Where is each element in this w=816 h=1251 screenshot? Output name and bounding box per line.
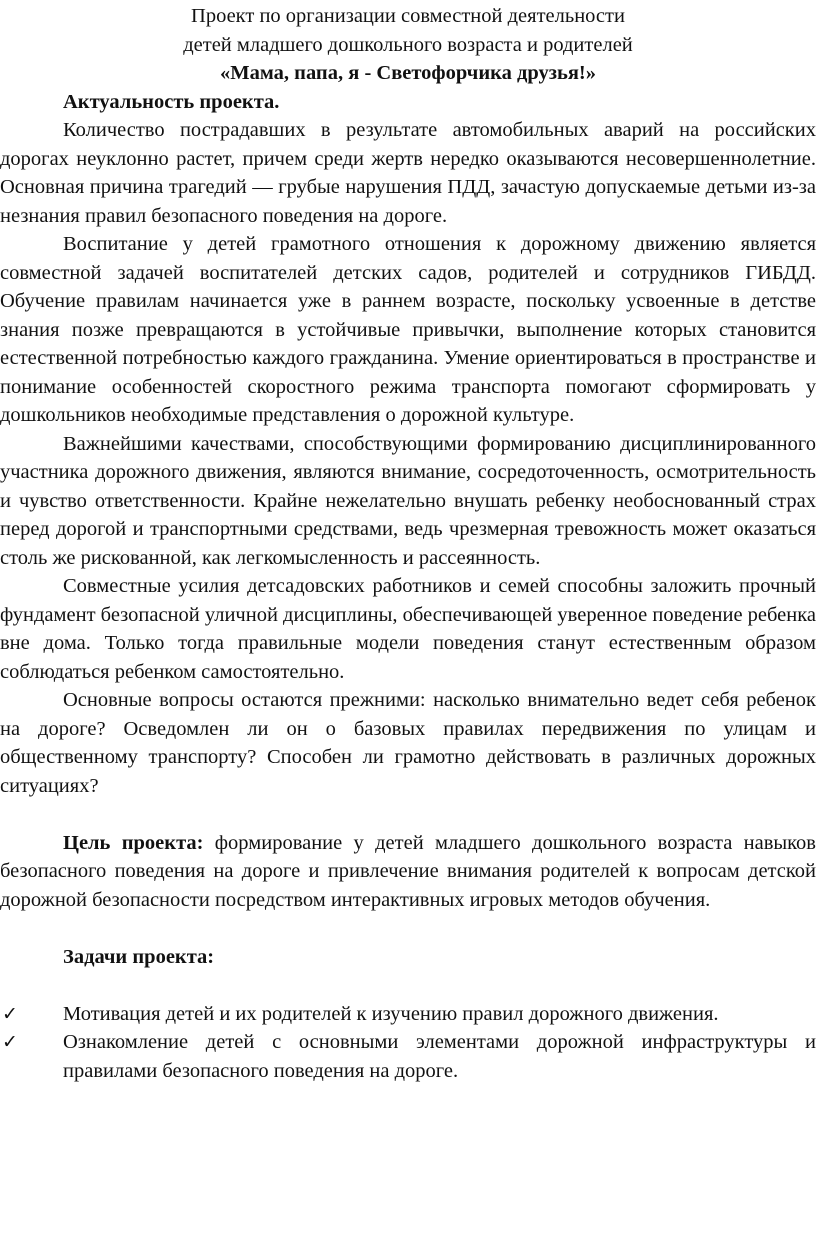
- header-line-2: детей младшего дошкольного возраста и родителей: [183, 33, 633, 56]
- checkmark-icon: ✓: [2, 1031, 18, 1053]
- header-line-1: Проект по организации совместной деятельности: [191, 5, 625, 27]
- goal-paragraph: [0, 829, 816, 915]
- relevance-paragraph-1: Количество пострадавших в результате автомобильных аварий на российских дорогах неуклонно растет, причем среди жертв нередко оказываются несовершеннолетние. Основная причина трагедий — грубые нарушения ПДД, зачастую допускаемые детьми из-за незнания правил безопасного поведения на дороге.: [0, 119, 816, 227]
- relevance-heading: Актуальность проекта.: [63, 90, 280, 113]
- tasks-list: [0, 1000, 816, 1086]
- checkmark-icon: ✓: [2, 1002, 18, 1025]
- relevance-paragraph-4: Совместные усилия детсадовских работников и семей способны заложить прочный фундамент безопасной уличной дисциплины, обеспечивающей уверенное поведение ребенка вне дома. Только тогда правильные модели поведения станут естественным образом соблюдаться ребенком самостоятельно.: [0, 575, 816, 683]
- task-item-text: Мотивация детей и их родителей к изучению правил дорожного движения.: [63, 1002, 719, 1025]
- spacer: [0, 800, 816, 829]
- tasks-heading: Задачи проекта:: [63, 945, 215, 968]
- goal-label: Цель проекта:: [63, 831, 204, 854]
- spacer: [0, 971, 816, 1000]
- goal-text: формирование у детей младшего дошкольного возраста навыков безопасного поведения на дороге и привлечение внимания родителей к вопросам детской дорожной безопасности посредством интерактивных игровых методов обучения.: [0, 831, 816, 911]
- task-item: [0, 1000, 816, 1029]
- spacer: [0, 914, 816, 943]
- task-item-text: Ознакомление детей с основными элементами дорожной инфраструктуры и правилами безопасного поведения на дороге.: [63, 1031, 816, 1082]
- relevance-paragraph-2: Воспитание у детей грамотного отношения к дорожному движению является совместной задачей воспитателей детских садов, родителей и сотрудников ГИБДД. Обучение правилам начинается уже в раннем возрасте, поскольку усвоенные в детстве знания позже превращаются в устойчивые привычки, выполнение которых становится естественной потребностью каждого гражданина. Умение ориентироваться в пространстве и понимание особенностей скоростного режима транспорта помогают сформировать у дошкольников необходимые представления о дорожной культуре.: [0, 233, 816, 426]
- relevance-paragraph-5: Основные вопросы остаются прежними: насколько внимательно ведет себя ребенок на дороге? Осведомлен ли он о базовых правилах передвижения по улицам и общественному транспорту? Способен ли грамотно действовать в различных дорожных ситуациях?: [0, 689, 816, 797]
- task-item: [0, 1028, 816, 1085]
- project-title: «Мама, папа, я - Светофорчика друзья!»: [219, 62, 597, 84]
- relevance-paragraph-3: Важнейшими качествами, способствующими формированию дисциплинированного участника дорожного движения, являются внимание, сосредоточенность, осмотрительность и чувство ответственности. Крайне нежелательно внушать ребенку необоснованный страх перед дорогой и транспортными средствами, ведь чрезмерная тревожность может оказаться столь же рискованной, как легкомысленность и рассеянность.: [0, 432, 816, 569]
